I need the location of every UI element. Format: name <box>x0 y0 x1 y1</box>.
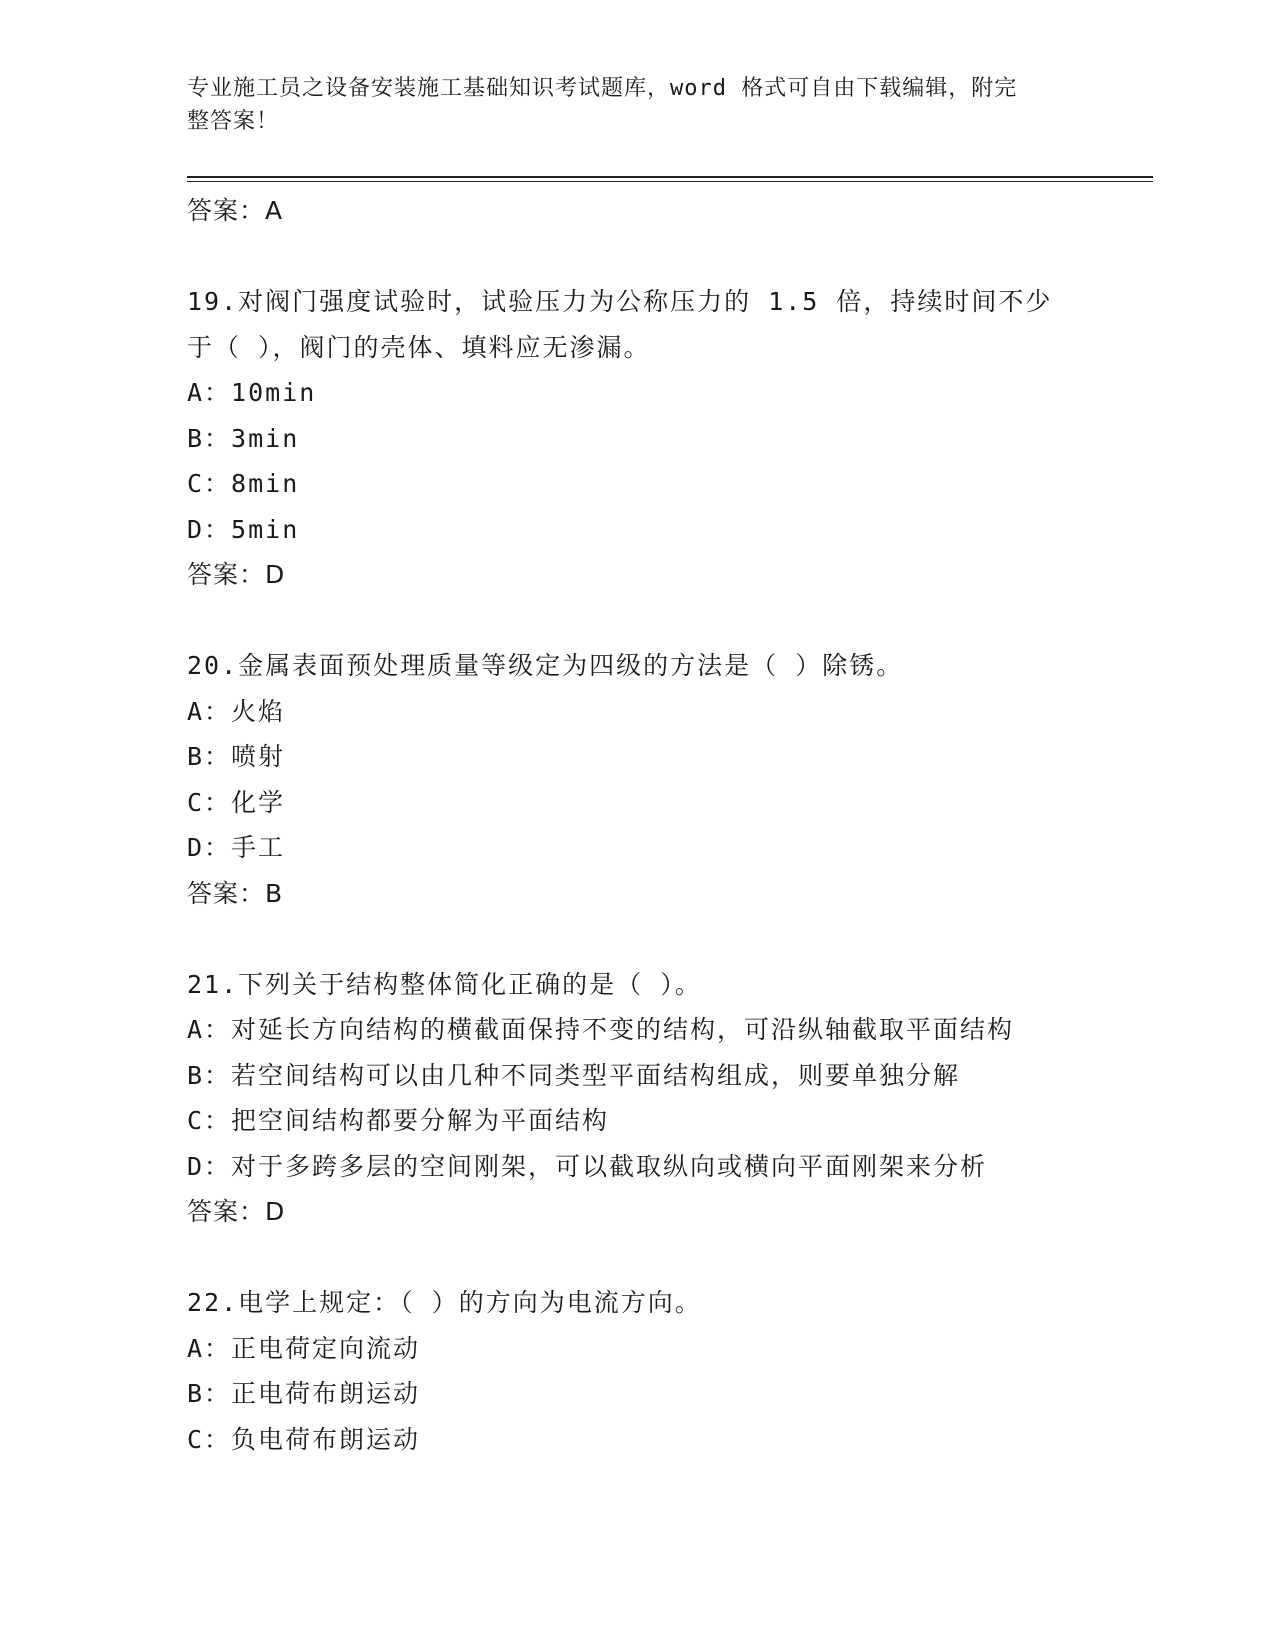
question-stem: 20.金属表面预处理质量等级定为四级的方法是（ ）除锈。 <box>187 651 904 680</box>
option-b: B：若空间结构可以由几种不同类型平面结构组成，则要单独分解 <box>187 1060 961 1090</box>
option-a: A：10min <box>187 378 317 407</box>
header-divider-thin <box>187 181 1153 182</box>
question-22 <box>187 1280 1087 1462</box>
option-c: C：负电荷布朗运动 <box>187 1424 421 1454</box>
option-a: A：火焰 <box>187 696 286 726</box>
answer: 答案：B <box>187 878 284 908</box>
option-d: D：对于多跨多层的空间刚架，可以截取纵向或横向平面刚架来分析 <box>187 1151 988 1181</box>
previous-answer: 答案：A <box>187 196 284 225</box>
question-stem-continued: 于（ ），阀门的壳体、填料应无渗漏。 <box>187 332 651 362</box>
spacer <box>187 916 1087 962</box>
question-stem: 19.对阀门强度试验时，试验压力为公称压力的 1.5 倍，持续时间不少 <box>187 287 1053 316</box>
option-c: C：把空间结构都要分解为平面结构 <box>187 1106 610 1135</box>
option-d: D：手工 <box>187 833 286 862</box>
question-19 <box>187 279 1087 598</box>
document-header <box>187 72 1067 138</box>
question-20 <box>187 643 1087 916</box>
option-c: C：8min <box>187 469 300 498</box>
spacer <box>187 234 1087 280</box>
option-a: A：正电荷定向流动 <box>187 1333 421 1363</box>
answer: 答案：D <box>187 1197 286 1226</box>
header-line-2: 整答案！ <box>187 109 280 134</box>
option-a: A：对延长方向结构的横截面保持不变的结构，可沿纵轴截取平面结构 <box>187 1015 1015 1044</box>
option-b: B：3min <box>187 423 300 453</box>
question-21 <box>187 962 1087 1235</box>
header-line-1: 专业施工员之设备安装施工基础知识考试题库，word 格式可自由下载编辑，附完 <box>187 76 1018 101</box>
question-list <box>187 188 1087 1462</box>
option-c: C：化学 <box>187 787 286 817</box>
question-stem: 21.下列关于结构整体简化正确的是（ ）。 <box>187 969 702 999</box>
spacer <box>187 1235 1087 1281</box>
option-d: D：5min <box>187 514 300 544</box>
spacer <box>187 598 1087 644</box>
option-b: B：正电荷布朗运动 <box>187 1379 421 1408</box>
option-b: B：喷射 <box>187 742 286 771</box>
header-divider-thick <box>187 176 1153 178</box>
question-stem: 22.电学上规定：（ ）的方向为电流方向。 <box>187 1288 702 1317</box>
answer: 答案：D <box>187 560 286 589</box>
